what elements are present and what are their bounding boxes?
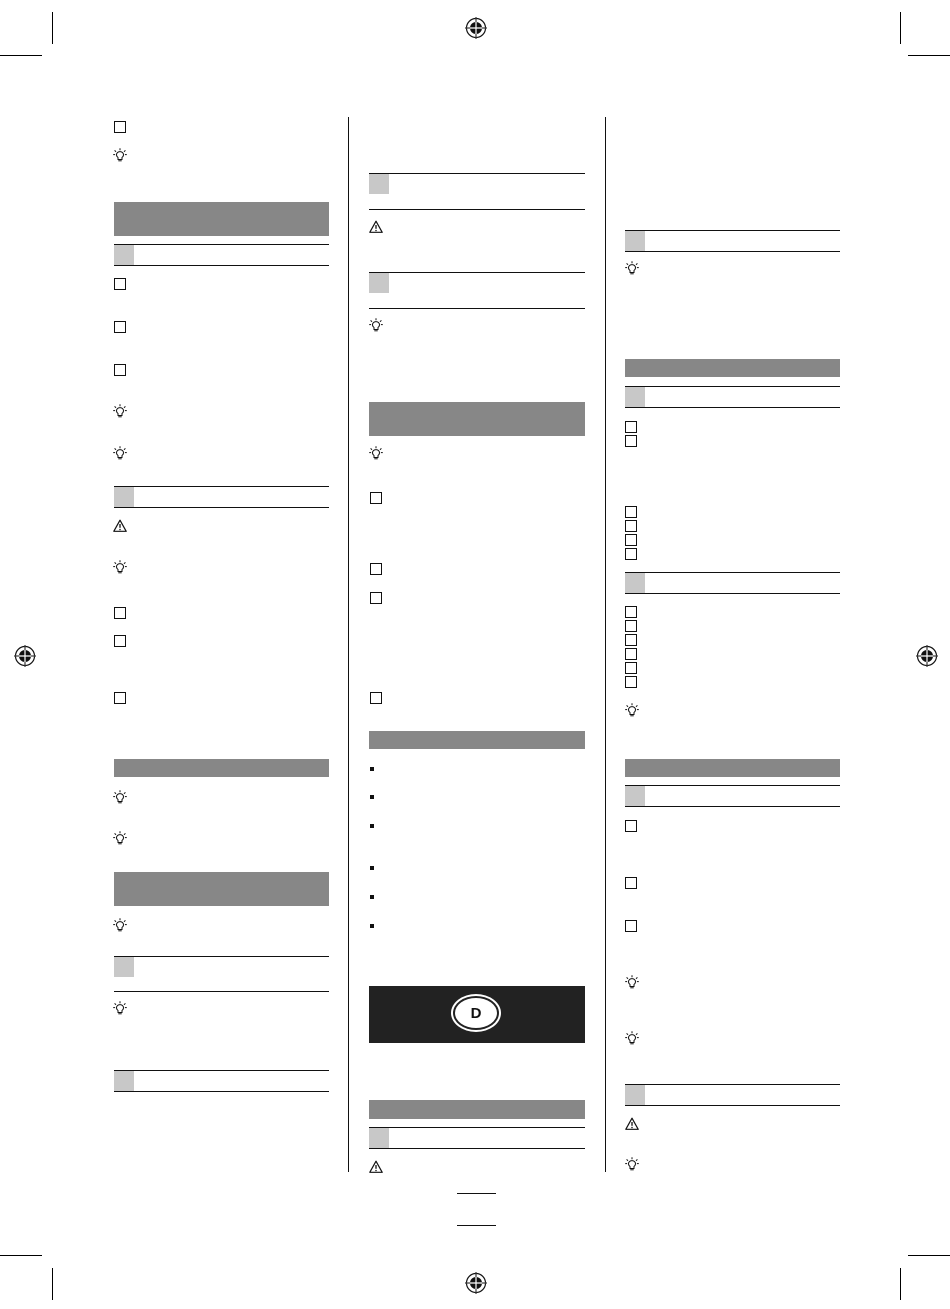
square-bullet-icon — [370, 895, 374, 899]
checkbox-icon — [370, 563, 382, 575]
warning-triangle-icon — [369, 1160, 383, 1174]
checkbox-icon — [114, 692, 126, 704]
square-bullet-icon — [370, 866, 374, 870]
square-bullet-icon — [370, 795, 374, 799]
lightbulb-tip-icon — [625, 261, 639, 275]
checkbox-icon — [625, 820, 637, 832]
square-bullet-icon — [370, 824, 374, 828]
folio-rule-bottom — [457, 1225, 496, 1226]
lightbulb-tip-icon — [113, 148, 127, 162]
checkbox-icon — [625, 506, 637, 518]
crop-mark-bl-v — [52, 1268, 53, 1300]
subsection-marker — [114, 957, 134, 977]
subsection-marker — [114, 245, 134, 265]
checkbox-icon — [625, 606, 637, 618]
lightbulb-tip-icon — [113, 790, 127, 804]
section-banner — [114, 759, 329, 777]
lightbulb-tip-icon — [113, 560, 127, 574]
subsection-header — [369, 173, 585, 210]
checkbox-icon — [625, 634, 637, 646]
checkbox-icon — [114, 121, 126, 133]
subsection-header — [114, 1070, 329, 1092]
section-banner — [369, 402, 585, 436]
checkbox-icon — [625, 676, 637, 688]
crop-mark-br-h — [908, 1255, 950, 1256]
section-banner — [369, 1100, 585, 1119]
checkbox-icon — [625, 421, 637, 433]
section-banner — [369, 731, 585, 749]
lightbulb-tip-icon — [113, 404, 127, 418]
lightbulb-tip-icon — [113, 1001, 127, 1015]
crop-mark-bl-h — [0, 1255, 42, 1256]
lightbulb-tip-icon — [625, 703, 639, 717]
section-banner — [625, 759, 840, 777]
lightbulb-tip-icon — [113, 918, 127, 932]
subsection-header — [625, 572, 840, 594]
crop-mark-tr-h — [908, 55, 950, 56]
checkbox-icon — [114, 321, 126, 333]
subsection-marker — [114, 487, 134, 507]
checkbox-icon — [625, 620, 637, 632]
checkbox-icon — [625, 534, 637, 546]
checkbox-icon — [625, 877, 637, 889]
subsection-marker — [114, 1071, 134, 1091]
lightbulb-tip-icon — [369, 318, 383, 332]
section-banner — [114, 202, 329, 236]
subsection-marker — [625, 387, 645, 407]
subsection-marker — [369, 273, 389, 293]
subsection-header — [114, 956, 329, 992]
subsection-header — [625, 230, 840, 252]
subsection-header — [625, 785, 840, 807]
lightbulb-tip-icon — [113, 831, 127, 845]
folio-rule-top — [457, 1193, 496, 1194]
language-badge — [453, 996, 499, 1030]
warning-triangle-icon — [625, 1117, 639, 1131]
checkbox-icon — [114, 364, 126, 376]
checkbox-icon — [625, 548, 637, 560]
column-divider — [348, 117, 349, 1172]
language-code: D — [470, 1004, 482, 1022]
registration-mark-icon — [465, 1272, 487, 1294]
lightbulb-tip-icon — [113, 446, 127, 460]
checkbox-icon — [625, 435, 637, 447]
subsection-header — [625, 386, 840, 408]
checkbox-icon — [114, 635, 126, 647]
subsection-marker — [625, 231, 645, 251]
subsection-marker — [625, 1085, 645, 1105]
section-banner — [625, 359, 840, 377]
crop-mark-tr-v — [900, 12, 901, 44]
checkbox-icon — [625, 648, 637, 660]
lightbulb-tip-icon — [625, 975, 639, 989]
checkbox-icon — [625, 920, 637, 932]
subsection-marker — [369, 1128, 389, 1148]
checkbox-icon — [370, 692, 382, 704]
square-bullet-icon — [370, 924, 374, 928]
checkbox-icon — [370, 592, 382, 604]
column-divider — [605, 117, 606, 1172]
registration-mark-icon — [465, 17, 487, 39]
checkbox-icon — [114, 278, 126, 290]
checkbox-icon — [625, 662, 637, 674]
crop-mark-tl-v — [52, 12, 53, 44]
square-bullet-icon — [370, 767, 374, 771]
registration-mark-icon — [14, 645, 36, 667]
subsection-marker — [625, 573, 645, 593]
subsection-header — [114, 244, 329, 266]
section-banner — [114, 872, 329, 906]
subsection-marker — [369, 174, 389, 194]
subsection-header — [369, 272, 585, 309]
subsection-header — [369, 1127, 585, 1149]
warning-triangle-icon — [369, 220, 383, 234]
lightbulb-tip-icon — [625, 1031, 639, 1045]
subsection-header — [625, 1084, 840, 1106]
subsection-header — [114, 486, 329, 508]
subsection-marker — [625, 786, 645, 806]
checkbox-icon — [625, 520, 637, 532]
checkbox-icon — [370, 492, 382, 504]
warning-triangle-icon — [113, 519, 127, 533]
lightbulb-tip-icon — [369, 446, 383, 460]
registration-mark-icon — [916, 645, 938, 667]
checkbox-icon — [114, 607, 126, 619]
crop-mark-tl-h — [0, 55, 42, 56]
language-box — [369, 986, 585, 1043]
lightbulb-tip-icon — [625, 1157, 639, 1171]
crop-mark-br-v — [900, 1268, 901, 1300]
